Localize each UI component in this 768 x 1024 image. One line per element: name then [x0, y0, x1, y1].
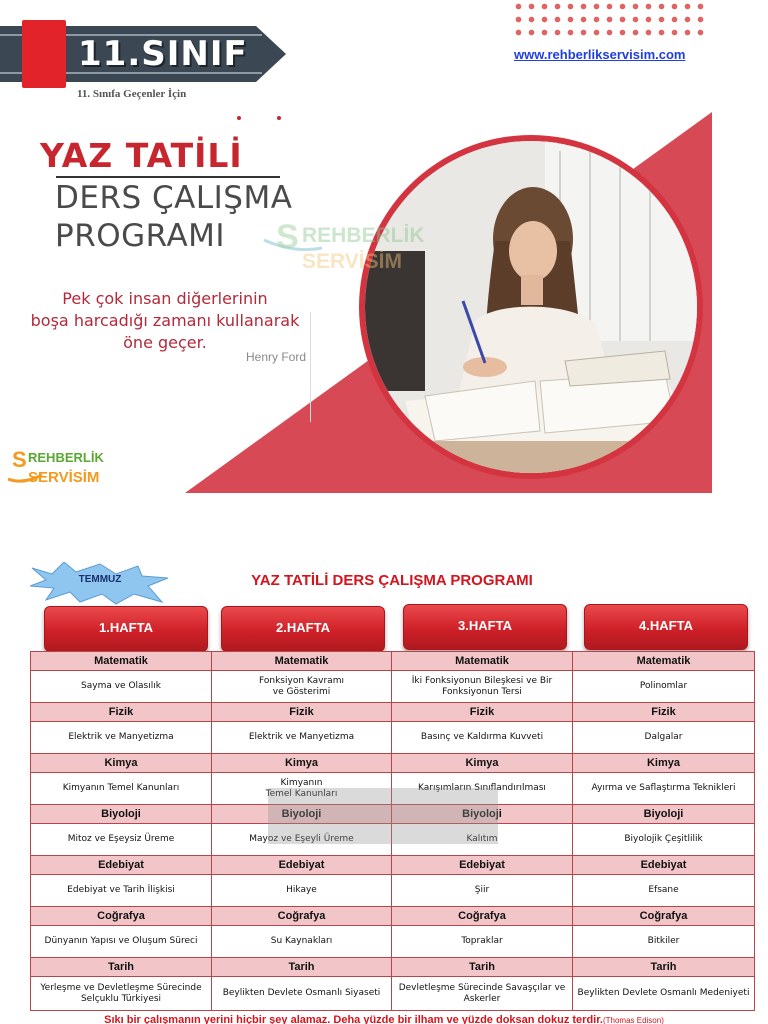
topic-text: Devletleşme Sürecinde Savaşçılar ve: [398, 982, 566, 993]
subject-name-cell: Kimya: [573, 754, 755, 773]
dot-pattern: [512, 0, 704, 40]
subject-name-cell: Edebiyat: [212, 856, 392, 875]
topic-cell: [212, 722, 392, 754]
month-badge-label: TEMMUZ: [78, 574, 122, 585]
subject-name-cell: Biyoloji: [392, 805, 573, 824]
topic-text: Temel Kanunları: [265, 788, 338, 799]
topic-text: Edebiyat ve Tarih İlişkisi: [67, 885, 175, 895]
topic-cell: [573, 824, 755, 856]
subject-name-cell: Fizik: [392, 703, 573, 722]
topic-cell: [31, 977, 212, 1011]
topic-text: Biyolojik Çeşitlilik: [624, 834, 703, 844]
topic-cell: [31, 722, 212, 754]
topic-row: [31, 722, 755, 754]
week-1-button[interactable]: 1.HAFTA: [44, 606, 208, 652]
subject-name-cell: Coğrafya: [31, 907, 212, 926]
topic-text: Topraklar: [461, 936, 503, 946]
topic-text: Ayırma ve Saflaştırma Teknikleri: [591, 783, 736, 793]
subject-name-cell: Tarih: [31, 958, 212, 977]
topic-text: Basınç ve Kaldırma Kuvveti: [420, 732, 544, 742]
title-dot: [277, 116, 281, 120]
title-dot: [237, 116, 241, 120]
topic-text: Polinomlar: [639, 681, 688, 691]
program-title: YAZ TATİLİ DERS ÇALIŞMA PROGRAMI: [251, 572, 533, 589]
quote-author: Henry Ford: [246, 350, 307, 364]
topic-row: [31, 926, 755, 958]
topic-cell: [573, 926, 755, 958]
topic-cell: [212, 977, 392, 1011]
topic-text: Mayoz ve Eşeyli Üreme: [249, 834, 354, 844]
subject-name-cell: Tarih: [392, 958, 573, 977]
topic-cell: [392, 926, 573, 958]
subject-name-cell: Coğrafya: [212, 907, 392, 926]
topic-text: Fonksiyon Kavramı: [259, 675, 344, 686]
quote-line: boşa harcadığı zamanı kullanarak: [30, 311, 300, 330]
quote-line: öne geçer.: [123, 333, 207, 352]
svg-text:S: S: [276, 218, 299, 256]
topic-cell: [392, 671, 573, 703]
hero-title-line2: DERS ÇALIŞMA: [55, 180, 293, 216]
table-watermark: [268, 788, 498, 844]
topic-text: İki Fonksiyonun Bileşkesi ve Bir: [411, 675, 553, 686]
subject-name-cell: Kimya: [212, 754, 392, 773]
topic-text: Karışımların Sınıflandırılması: [418, 783, 546, 793]
website-link[interactable]: www.rehberlikservisim.com: [514, 47, 686, 62]
topic-cell: [392, 722, 573, 754]
subject-header-row: [31, 754, 755, 773]
quote-line: Pek çok insan diğerlerinin: [62, 289, 268, 308]
hero-quote: [10, 288, 320, 354]
subject-name-cell: Edebiyat: [392, 856, 573, 875]
topic-row: [31, 671, 755, 703]
topic-text: Bitkiler: [647, 936, 680, 946]
topic-text: Kalıtım: [466, 834, 498, 844]
grade-title: 11.SINIF: [78, 34, 248, 74]
hero-title-line1: YAZ TATİLİ: [40, 136, 243, 175]
subject-name-cell: Biyoloji: [573, 805, 755, 824]
subject-name-cell: Matematik: [392, 652, 573, 671]
topic-cell: [573, 875, 755, 907]
week-3-button[interactable]: 3.HAFTA: [403, 604, 567, 650]
subject-name-cell: Fizik: [573, 703, 755, 722]
week-2-button[interactable]: 2.HAFTA: [221, 606, 385, 652]
footer-quote-author: (Thomas Edison): [602, 1016, 664, 1024]
subject-name-cell: Coğrafya: [573, 907, 755, 926]
topic-cell: [573, 722, 755, 754]
grade-red-tab: [22, 20, 66, 88]
student-studying-photo: [365, 141, 697, 473]
subject-header-row: [31, 652, 755, 671]
topic-cell: [573, 773, 755, 805]
logo-line2: SERVİSİM: [28, 469, 100, 486]
footer-quote-text: Sıkı bir çalışmanın yerini hiçbir şey alamaz. Deha yüzde bir ilham ve yüzde doksan dokuz terdir.: [104, 1014, 603, 1024]
subject-name-cell: Fizik: [212, 703, 392, 722]
subject-name-cell: Coğrafya: [392, 907, 573, 926]
topic-text: Askerler: [463, 993, 501, 1004]
topic-row: [31, 875, 755, 907]
subject-name-cell: Kimya: [392, 754, 573, 773]
subject-name-cell: Matematik: [31, 652, 212, 671]
subject-name-cell: Edebiyat: [573, 856, 755, 875]
topic-text: Şiir: [474, 885, 490, 895]
topic-text: Elektrik ve Manyetizma: [248, 732, 355, 742]
subject-header-row: [31, 703, 755, 722]
brand-watermark: [262, 218, 467, 274]
subject-name-cell: Matematik: [573, 652, 755, 671]
subject-header-row: [31, 958, 755, 977]
topic-text: Dalgalar: [644, 732, 683, 742]
topic-text: Yerleşme ve Devletleşme Sürecinde: [40, 982, 202, 993]
hero-title-line3: PROGRAMI: [55, 218, 226, 254]
topic-text: Beylikten Devlete Osmanlı Medeniyeti: [577, 988, 750, 998]
topic-cell: [212, 926, 392, 958]
subject-name-cell: Biyoloji: [31, 805, 212, 824]
week-4-button[interactable]: 4.HAFTA: [584, 604, 748, 650]
topic-text: Fonksiyonun Tersi: [442, 686, 522, 697]
topic-text: Su Kaynakları: [270, 936, 333, 946]
student-illustration: [365, 141, 697, 473]
photo-frame: [359, 135, 703, 479]
logo-line1: REHBERLİK: [28, 450, 104, 465]
subject-name-cell: Kimya: [31, 754, 212, 773]
topic-cell: [212, 875, 392, 907]
watermark-line2: SERVİSİM: [302, 250, 402, 273]
svg-text:S: S: [12, 447, 27, 472]
subject-name-cell: Biyoloji: [212, 805, 392, 824]
topic-cell: [31, 824, 212, 856]
topic-text: Mitoz ve Eşeysiz Üreme: [67, 834, 175, 844]
subject-name-cell: Fizik: [31, 703, 212, 722]
subject-header-row: [31, 907, 755, 926]
subject-name-cell: Matematik: [212, 652, 392, 671]
watermark-line1: REHBERLİK: [302, 224, 425, 247]
topic-cell: [31, 671, 212, 703]
topic-cell: [573, 671, 755, 703]
topic-cell: [573, 977, 755, 1011]
topic-text: Efsane: [648, 885, 679, 895]
topic-text: Elektrik ve Manyetizma: [68, 732, 174, 742]
topic-text: Dünyanın Yapısı ve Oluşum Süreci: [44, 936, 198, 946]
topic-text: Kimyanın: [280, 777, 323, 788]
topic-row: [31, 977, 755, 1011]
title-underline: [56, 176, 280, 178]
subject-header-row: [31, 856, 755, 875]
topic-text: Sayma ve Olasılık: [81, 681, 161, 691]
topic-cell: [31, 773, 212, 805]
topic-text: Beylikten Devlete Osmanlı Siyaseti: [222, 988, 381, 998]
topic-cell: [392, 875, 573, 907]
topic-cell: [212, 671, 392, 703]
topic-cell: [392, 977, 573, 1011]
topic-text: Hikaye: [286, 885, 317, 895]
subject-name-cell: Tarih: [212, 958, 392, 977]
subject-name-cell: Tarih: [573, 958, 755, 977]
topic-text: ve Gösterimi: [272, 686, 331, 697]
topic-cell: [31, 926, 212, 958]
topic-text: Selçuklu Türkiyesi: [80, 993, 162, 1004]
rehberlik-servisim-logo: [8, 445, 118, 491]
topic-cell: [31, 875, 212, 907]
subject-name-cell: Edebiyat: [31, 856, 212, 875]
footer-quote: [0, 1014, 768, 1024]
topic-text: Kimyanın Temel Kanunları: [62, 783, 180, 793]
grade-subtitle: 11. Sınıfa Geçenler İçin: [77, 88, 187, 100]
